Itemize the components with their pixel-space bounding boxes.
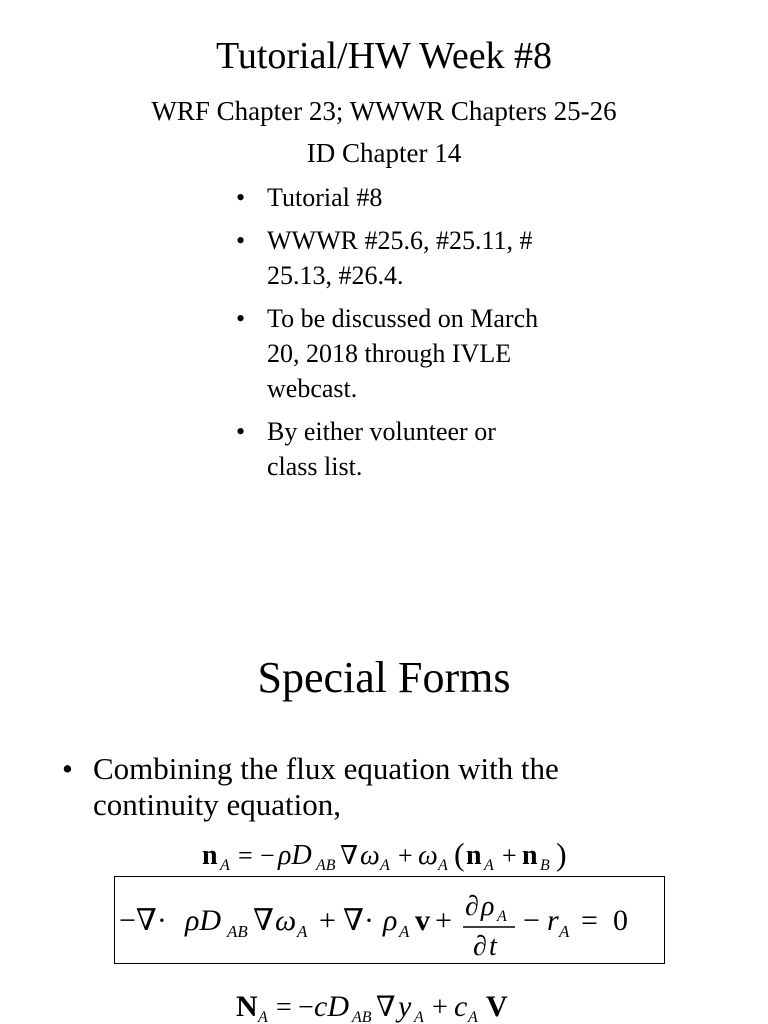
svg-text:): )	[556, 836, 567, 872]
svg-text:V: V	[486, 990, 508, 1023]
svg-text:−: −	[260, 841, 275, 870]
svg-text:A: A	[497, 908, 507, 925]
svg-text:=: =	[276, 992, 292, 1023]
svg-text:ω: ω	[418, 840, 438, 871]
svg-text:A: A	[220, 857, 230, 874]
bullet-text: By either volunteer or	[267, 417, 496, 446]
bullet-icon: •	[236, 304, 246, 333]
svg-text:−: −	[298, 992, 314, 1023]
svg-text:∂: ∂	[473, 931, 487, 962]
subtitle-chapters: WRF Chapter 23; WWWR Chapters 25-26	[151, 96, 617, 126]
molar-flux-equation	[234, 986, 534, 1024]
bullet-text: WWWR #25.6, #25.11, #	[267, 226, 533, 255]
subtitle-id-chapter: ID Chapter 14	[306, 138, 462, 168]
svg-text:=: =	[581, 904, 598, 937]
svg-text:A: A	[297, 922, 308, 941]
svg-text:=: =	[238, 841, 253, 870]
svg-text:ρ: ρ	[383, 904, 398, 937]
svg-text:A: A	[438, 857, 448, 874]
bullet-icon: •	[62, 751, 73, 786]
svg-text:A: A	[484, 857, 494, 874]
svg-text:∇: ∇	[340, 841, 359, 870]
bullet-item-wwwr	[236, 223, 596, 293]
svg-text:+: +	[398, 841, 413, 870]
svg-text:N: N	[236, 990, 258, 1023]
svg-text:(: (	[454, 836, 465, 872]
svg-text:+: +	[319, 904, 336, 937]
bullet-list	[236, 180, 596, 492]
svg-text:A: A	[468, 1009, 478, 1024]
bullet-item-volunteer	[236, 414, 596, 484]
svg-text:∇: ∇	[253, 904, 274, 937]
bullet-line-2: continuity equation,	[93, 787, 341, 822]
svg-text:v: v	[415, 904, 430, 937]
bullet-text: 20, 2018 through IVLE	[267, 339, 512, 368]
bullet-line-1: Combining the flux equation with the	[93, 751, 559, 786]
svg-text:A: A	[559, 922, 570, 941]
bullet-item-tutorial	[236, 180, 596, 215]
svg-text:n: n	[466, 840, 482, 871]
bullet-text: To be discussed on March	[267, 304, 539, 333]
svg-text:y: y	[398, 990, 412, 1023]
svg-text:AB: AB	[316, 857, 336, 874]
svg-text:−∇·: −∇·	[119, 904, 167, 937]
svg-text:ρ: ρ	[481, 891, 495, 922]
svg-text:ρD: ρD	[185, 904, 222, 937]
bullet-icon: •	[236, 226, 246, 255]
svg-text:+: +	[502, 841, 517, 870]
slide-title: Tutorial/HW Week #8	[215, 35, 553, 77]
svg-text:A: A	[380, 857, 390, 874]
bullet-icon: •	[236, 417, 246, 446]
svg-text:c: c	[454, 990, 468, 1023]
svg-text:A: A	[414, 1009, 424, 1024]
svg-text:ω: ω	[360, 840, 380, 871]
continuity-equation	[115, 877, 663, 962]
svg-text:cD: cD	[314, 990, 349, 1023]
boxed-equation	[114, 876, 665, 964]
svg-text:n: n	[202, 840, 218, 871]
svg-text:A: A	[399, 922, 410, 941]
svg-text:∇: ∇	[376, 992, 396, 1023]
bullet-item-discussion	[236, 301, 596, 406]
bullet-text: class list.	[267, 452, 363, 481]
svg-text:AB: AB	[227, 922, 248, 941]
svg-text:∂: ∂	[465, 891, 479, 922]
svg-text:ρD: ρD	[278, 840, 312, 871]
bullet-icon: •	[236, 183, 246, 212]
special-forms-title: Special Forms	[257, 653, 511, 702]
bullet-text: Tutorial #8	[267, 183, 383, 212]
svg-text:∇·: ∇·	[343, 904, 374, 937]
svg-text:−: −	[523, 904, 540, 937]
bullet-text: 25.13, #26.4.	[267, 261, 404, 290]
flux-equation	[198, 836, 598, 876]
svg-text:t: t	[489, 931, 497, 962]
svg-text:A: A	[258, 1009, 268, 1024]
svg-text:+: +	[435, 904, 452, 937]
svg-text:ω: ω	[275, 904, 297, 937]
svg-text:r: r	[547, 904, 559, 937]
svg-text:AB: AB	[352, 1009, 372, 1024]
svg-text:+: +	[432, 992, 448, 1023]
body-bullet	[62, 751, 742, 823]
svg-text:B: B	[540, 857, 550, 874]
svg-text:n: n	[522, 840, 538, 871]
bullet-text: webcast.	[267, 374, 358, 403]
svg-text:0: 0	[613, 904, 628, 937]
